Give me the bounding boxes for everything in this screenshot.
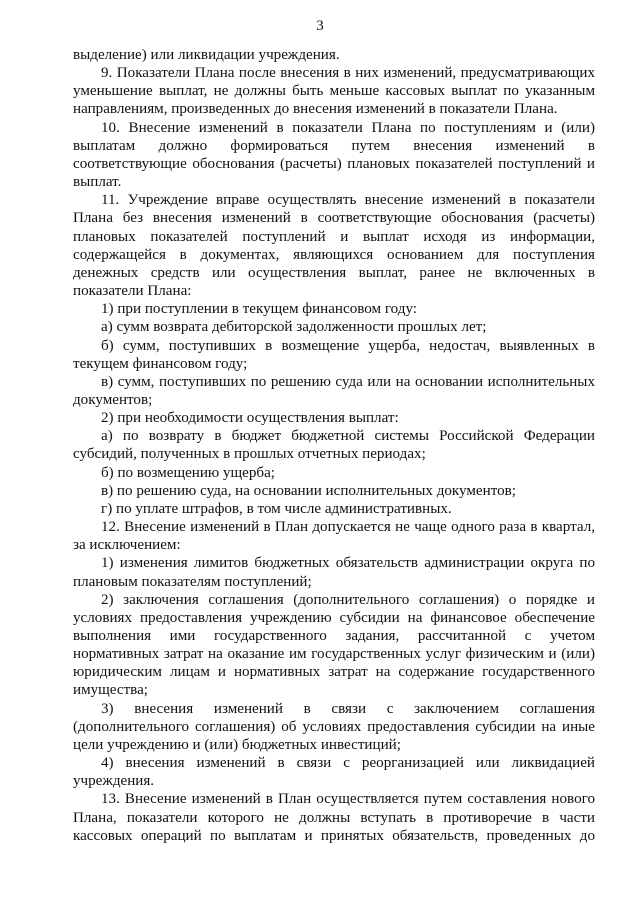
paragraph-11-item-2a: а) по возврату в бюджет бюджетной системы Российской Федерации субсидий, полученных в прошлых отчетных периодах; xyxy=(73,428,595,463)
paragraph-11-item-2d: г) по уплате штрафов, в том числе административных. xyxy=(101,500,452,517)
paragraph-11-item-1: 1) при поступлении в текущем финансовом году: xyxy=(101,301,418,318)
paragraph-continuation: выделение) или ликвидации учреждения. xyxy=(73,47,340,63)
paragraph-13: 13. Внесение изменений в План осуществляется путем составления нового Плана, показатели которого не должны вступать в противоречие в части кассовых операций по выплатам и принятых обязательств, проведенных до xyxy=(73,791,595,844)
paragraph-11-item-1b: б) сумм, поступивших в возмещение ущерба, недостач, выявленных в текущем финансовом году; xyxy=(73,337,595,372)
paragraph-12-item-4: 4) внесения изменений в связи с реорганизацией или ликвидацией учреждения. xyxy=(73,755,595,790)
paragraph-11-item-2c: в) по решению суда, на основании исполнительных документов; xyxy=(101,482,516,499)
document-body xyxy=(73,46,595,845)
paragraph-12: 12. Внесение изменений в План допускается не чаще одного раза в квартал, за исключением: xyxy=(73,519,595,554)
paragraph-9: 9. Показатели Плана после внесения в них изменений, предусматривающих уменьшение выплат, не должны быть меньше кассовых выплат по указанным направлениям, произведенных до внесения изменений в показатели Плана. xyxy=(73,65,595,118)
paragraph-12-item-3: 3) внесения изменений в связи с заключением соглашения (дополнительного соглашения) об условиях предоставления субсидии на иные цели учреждению и (или) бюджетных инвестиций; xyxy=(73,700,595,753)
paragraph-12-item-1: 1) изменения лимитов бюджетных обязательств администрации округа по плановым показателям поступлений; xyxy=(73,555,595,590)
paragraph-11-item-1a: а) сумм возврата дебиторской задолженности прошлых лет; xyxy=(101,319,487,336)
paragraph-11-item-2: 2) при необходимости осуществления выплат: xyxy=(101,410,399,427)
paragraph-12-item-2: 2) заключения соглашения (дополнительного соглашения) о порядке и условиях предоставления учреждению субсидии на финансовое обеспечение выполнения ими государственного задания, рассчитанной с учетом нормативных затрат на оказание им государственных услуг физическим и (или) юридическим лицам и нормативных затрат на содержание государственного имущества; xyxy=(73,591,595,699)
page-number: 3 xyxy=(316,18,324,34)
paragraph-11-item-2b: б) по возмещению ущерба; xyxy=(101,464,275,481)
paragraph-10: 10. Внесение изменений в показатели Плана по поступлениям и (или) выплатам должно формироваться путем внесения изменений в соответствующие обоснования (расчеты) плановых показателей поступлений и выплат. xyxy=(73,119,595,191)
paragraph-11-item-1c: в) сумм, поступивших по решению суда или на основании исполнительных документов; xyxy=(73,373,595,408)
paragraph-11: 11. Учреждение вправе осуществлять внесение изменений в показатели Плана без внесения изменений в соответствующие обоснования (расчеты) плановых показателей поступлений и выплат исходя из информации, содержащейся в документах, являющихся основанием для поступления денежных средств или осуществления выплат, ранее не включенных в показатели Плана: xyxy=(73,192,595,300)
